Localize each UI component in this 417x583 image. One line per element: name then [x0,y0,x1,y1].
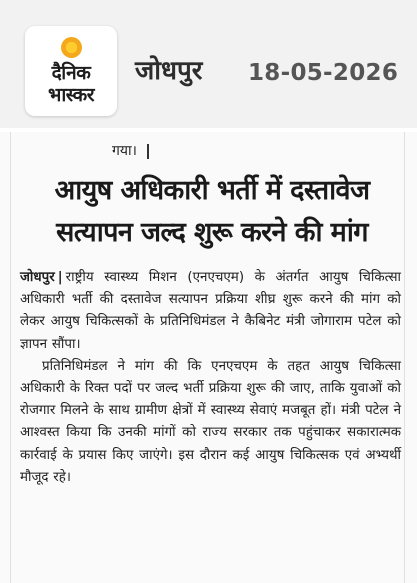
article-paragraph-2: प्रतिनिधिमंडल ने मांग की कि एनएचएम के तहत आयुष चिकित्सा अधिकारी के रिक्त पदों पर जल्द भर्ती प्रक्रिया शुरू की जाए, ताकि युवाओं को रोजगार मिलने के साथ ग्रामीण क्षेत्रों में स्वास्थ्य सेवाएं मजबूत हों। मंत्री पटेल ने आश्वस्त किया कि उनकी मांगों को राज्य सरकार तक पहुंचाकर सकारात्मक कार्रवाई के प्रयास किए जाएंगे। इस दौरान कई आयुष चिकित्सक एवं अभ्यर्थी मौजूद रहे। [20,358,401,485]
news-clipping [0,132,417,583]
previous-article-fragment: गया। [112,143,137,159]
edition-date: 18-05-2026 [248,60,399,86]
sun-logo-icon [61,37,82,58]
article-headline: आयुष अधिकारी भर्ती में दस्तावेज सत्यापन जल्द शुरू करने की मांग [54,175,370,248]
paragraph-1-text: राष्ट्रीय स्वास्थ्य मिशन (एनएचएम) के अंतर्गत आयुष चिकित्सा अधिकारी भर्ती की दस्तावेज सत्यापन प्रक्रिया शीघ्र शुरू करने की मांग को लेकर आयुष चिकित्सकों के प्रतिनिधिमंडल ने कैबिनेट मंत्री जोगाराम पटेल को ज्ञापन सौंपा। [20,270,401,352]
dateline-separator: | [57,270,63,285]
fragment-divider [147,144,149,159]
right-column-rule [404,132,405,583]
logo-text-line1: दैनिक [51,62,91,84]
dateline: जोधपुर [20,270,55,285]
edition-city: जोधपुर [135,56,203,86]
article-paragraph-1 [20,267,401,356]
logo-text-line2: भास्कर [47,84,95,106]
left-column-rule [10,132,11,583]
newspaper-header [0,0,417,128]
dainik-bhaskar-logo [25,26,117,116]
article-body [20,267,401,489]
